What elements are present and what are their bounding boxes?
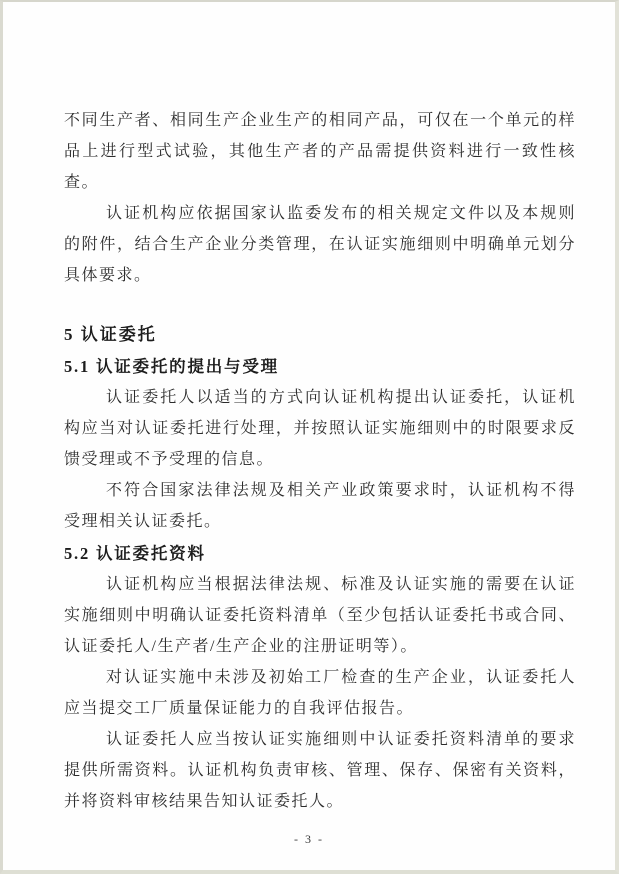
paragraph: 对认证实施中未涉及初始工厂检查的生产企业，认证委托人应当提交工厂质量保证能力的自我评估报告。 xyxy=(64,669,576,717)
document-body xyxy=(64,105,576,817)
paragraph: 认证委托人应当按认证实施细则中认证委托资料清单的要求提供所需资料。认证机构负责审核、管理、保存、保密有关资料，并将资料审核结果告知认证委托人。 xyxy=(64,731,576,810)
paragraph: 认证机构应依据国家认监委发布的相关规定文件以及本规则的附件，结合生产企业分类管理，在认证实施细则中明确单元划分具体要求。 xyxy=(64,205,576,284)
subsection-heading-5-2: 5.2 认证委托资料 xyxy=(64,544,206,563)
page-number: - 3 - xyxy=(294,832,324,846)
subsection-heading-5-1: 5.1 认证委托的提出与受理 xyxy=(64,357,279,376)
paragraph: 不符合国家法律法规及相关产业政策要求时，认证机构不得受理相关认证委托。 xyxy=(64,482,576,530)
paragraph: 认证委托人以适当的方式向认证机构提出认证委托，认证机构应当对认证委托进行处理，并按照认证实施细则中的时限要求反馈受理或不予受理的信息。 xyxy=(64,389,576,468)
paragraph-continuation: 不同生产者、相同生产企业生产的相同产品，可仅在一个单元的样品上进行型式试验，其他生产者的产品需提供资料进行一致性核查。 xyxy=(64,112,576,191)
paragraph: 认证机构应当根据法律法规、标准及认证实施的需要在认证实施细则中明确认证委托资料清单（至少包括认证委托书或合同、认证委托人/生产者/生产企业的注册证明等）。 xyxy=(64,576,576,655)
section-heading-5: 5 认证委托 xyxy=(64,325,157,344)
